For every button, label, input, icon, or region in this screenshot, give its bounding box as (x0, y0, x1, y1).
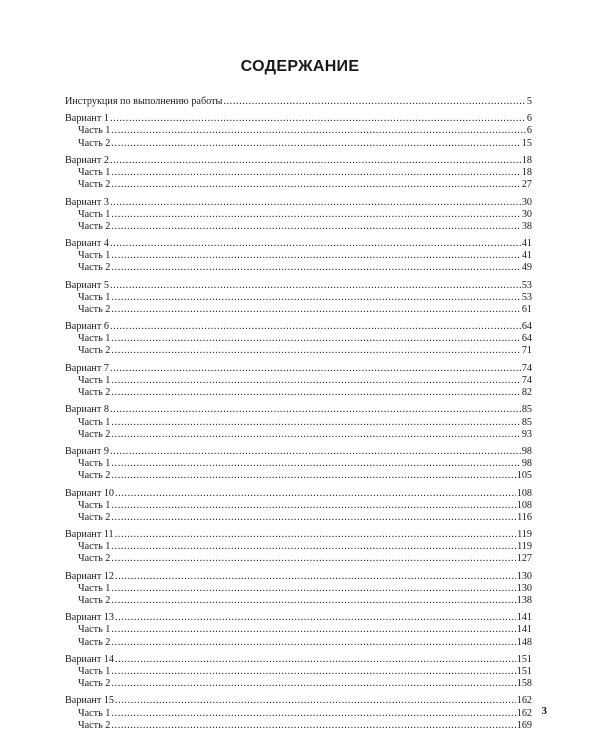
toc-entry-label: Вариант 11 (65, 529, 114, 541)
toc-entry-intro[interactable] (65, 96, 532, 108)
toc-entry-label: Часть 2 (78, 179, 111, 191)
leader-dots (111, 666, 515, 678)
toc-entry-page: 53 (521, 291, 532, 303)
leader-dots (111, 458, 520, 470)
leader-dots (111, 624, 515, 636)
toc-entry-label: Часть 1 (78, 707, 111, 719)
leader-dots (110, 280, 521, 292)
leader-dots (111, 262, 520, 274)
leader-dots (111, 678, 515, 690)
toc-entry-page: 108 (516, 487, 532, 499)
toc-variant-group (65, 113, 532, 149)
leader-dots (111, 429, 520, 441)
leader-dots (111, 333, 520, 345)
leader-dots (110, 321, 521, 333)
leader-dots (110, 113, 526, 125)
toc-entry-label: Вариант 13 (65, 612, 115, 624)
leader-dots (111, 387, 520, 399)
leader-dots (111, 512, 516, 524)
toc-variant-group (65, 612, 532, 648)
leader-dots (115, 612, 516, 624)
leader-dots (111, 583, 515, 595)
toc-entry-label: Часть 1 (78, 333, 111, 345)
toc-entry-label: Часть 2 (78, 428, 111, 440)
leader-dots (111, 553, 515, 565)
toc-entry-part[interactable] (65, 678, 532, 690)
toc-entry-page: 49 (521, 262, 532, 274)
toc-entry-page: 61 (521, 303, 532, 315)
toc-entry-page: 93 (521, 428, 532, 440)
toc-entry-label: Часть 2 (78, 387, 111, 399)
toc-entry-label: Вариант 3 (65, 196, 109, 208)
leader-dots (110, 363, 521, 375)
toc-entry-part[interactable] (65, 708, 532, 720)
toc-entry-label: Вариант 4 (65, 238, 109, 250)
toc-entry-label: Часть 2 (78, 678, 111, 690)
toc-entry-variant[interactable] (65, 488, 532, 500)
leader-dots (111, 179, 520, 191)
toc-entry-label: Часть 1 (78, 167, 111, 179)
toc-entry-part[interactable] (65, 541, 532, 553)
toc-entry-page: 148 (516, 636, 532, 648)
leader-dots (111, 637, 515, 649)
toc-entry-part[interactable] (65, 553, 532, 565)
toc-entry-page: 98 (521, 446, 532, 458)
toc-entry-page: 82 (521, 387, 532, 399)
toc-entry-label: Часть 2 (78, 345, 111, 357)
toc-variant-group (65, 238, 532, 274)
toc-entry-page: 18 (521, 167, 532, 179)
toc-entry-page: 6 (526, 113, 532, 125)
toc-entry-page: 162 (516, 707, 532, 719)
leader-dots (111, 375, 520, 387)
toc-variant-group (65, 488, 532, 524)
leader-dots (115, 529, 516, 541)
leader-dots (111, 304, 520, 316)
toc-entry-page: 108 (516, 499, 532, 511)
toc-entry-part[interactable] (65, 583, 532, 595)
leader-dots (115, 654, 516, 666)
toc-entry-label: Часть 1 (78, 624, 111, 636)
leader-dots (111, 209, 520, 221)
toc-entry-page: 64 (521, 321, 532, 333)
toc-entry-label: Вариант 8 (65, 404, 109, 416)
leader-dots (111, 708, 515, 720)
toc-entry-page: 27 (521, 179, 532, 191)
toc-entry-part[interactable] (65, 595, 532, 607)
toc-entry-part[interactable] (65, 209, 532, 221)
toc-entry-variant[interactable] (65, 571, 532, 583)
toc-entry-label: Часть 2 (78, 511, 111, 523)
toc-entry-label: Часть 1 (78, 125, 111, 137)
toc-entry-page: 116 (517, 511, 532, 523)
toc-entry-page: 151 (516, 653, 532, 665)
toc-entry-label: Часть 1 (78, 458, 111, 470)
leader-dots (223, 96, 526, 108)
toc-entry-page: 158 (516, 678, 532, 690)
toc-entry-label: Вариант 14 (65, 653, 115, 665)
toc-entry-page: 105 (516, 470, 532, 482)
toc-entry-page: 130 (516, 570, 532, 582)
toc-variant-group (65, 280, 532, 316)
toc-entry-page: 85 (521, 416, 532, 428)
page-number: 3 (541, 705, 547, 717)
toc-entry-variant[interactable] (65, 404, 532, 416)
toc-entry-part[interactable] (65, 304, 532, 316)
leader-dots (115, 695, 516, 707)
toc-entry-label: Часть 1 (78, 374, 111, 386)
toc-entry-variant[interactable] (65, 654, 532, 666)
toc-entry-variant[interactable] (65, 446, 532, 458)
toc-entry-part[interactable] (65, 500, 532, 512)
toc-variant-group (65, 571, 532, 607)
toc-entry-label: Часть 2 (78, 303, 111, 315)
leader-dots (111, 345, 520, 357)
toc-entry-label: Часть 2 (78, 220, 111, 232)
toc-entry-label: Вариант 6 (65, 321, 109, 333)
toc-entry-page: 30 (521, 196, 532, 208)
toc-entry-part[interactable] (65, 458, 532, 470)
leader-dots (111, 125, 526, 137)
toc-entry-page: 169 (516, 719, 532, 731)
leader-dots (110, 155, 521, 167)
toc-entry-label: Инструкция по выполнению работы (65, 96, 223, 107)
toc-entry-part[interactable] (65, 179, 532, 191)
toc-variant-group (65, 321, 532, 357)
toc-entry-part[interactable] (65, 250, 532, 262)
toc-entry-label: Часть 2 (78, 137, 111, 149)
table-of-contents (65, 96, 532, 737)
leader-dots (115, 571, 516, 583)
leader-dots (110, 197, 521, 209)
toc-entry-part[interactable] (65, 138, 532, 150)
toc-entry-label: Часть 2 (78, 719, 111, 731)
leader-dots (111, 541, 516, 553)
toc-variant-group (65, 654, 532, 690)
toc-entry-label: Часть 1 (78, 416, 111, 428)
toc-entry-part[interactable] (65, 417, 532, 429)
toc-entry-variant[interactable] (65, 612, 532, 624)
leader-dots (111, 595, 515, 607)
toc-entry-part[interactable] (65, 221, 532, 233)
toc-entry-part[interactable] (65, 292, 532, 304)
leader-dots (111, 221, 520, 233)
toc-entry-page: 119 (517, 541, 532, 553)
toc-entry-label: Вариант 9 (65, 446, 109, 458)
toc-entry-label: Часть 1 (78, 291, 111, 303)
toc-entry-page: 41 (521, 250, 532, 262)
leader-dots (111, 138, 520, 150)
leader-dots (111, 417, 520, 429)
toc-variant-group (65, 155, 532, 191)
toc-entry-label: Часть 1 (78, 250, 111, 262)
toc-entry-label: Часть 1 (78, 666, 111, 677)
toc-entry-label: Часть 1 (78, 208, 111, 220)
toc-entry-page: 85 (521, 404, 532, 416)
toc-entry-variant[interactable] (65, 113, 532, 125)
toc-variant-list (65, 113, 532, 731)
toc-variant-group (65, 529, 532, 565)
toc-entry-page: 15 (521, 137, 532, 149)
toc-entry-label: Вариант 15 (65, 695, 115, 707)
toc-entry-page: 5 (526, 96, 532, 107)
toc-entry-page: 53 (521, 279, 532, 291)
toc-entry-part[interactable] (65, 345, 532, 357)
leader-dots (110, 238, 521, 250)
toc-entry-page: 151 (516, 666, 532, 677)
toc-variant-group (65, 197, 532, 233)
toc-entry-page: 74 (521, 374, 532, 386)
toc-variant-group (65, 695, 532, 731)
leader-dots (110, 446, 521, 458)
toc-variant-group (65, 446, 532, 482)
leader-dots (111, 292, 520, 304)
toc-entry-page: 30 (521, 208, 532, 220)
toc-entry-label: Вариант 7 (65, 362, 109, 374)
toc-entry-variant[interactable] (65, 155, 532, 167)
toc-entry-part[interactable] (65, 262, 532, 274)
toc-entry-label: Вариант 5 (65, 279, 109, 291)
toc-entry-page: 64 (521, 333, 532, 345)
toc-variant-group (65, 404, 532, 440)
toc-entry-page: 6 (526, 125, 532, 137)
toc-entry-page: 18 (521, 154, 532, 166)
toc-entry-label: Часть 1 (78, 541, 111, 553)
toc-entry-page: 130 (516, 582, 532, 594)
leader-dots (115, 488, 516, 500)
toc-entry-part[interactable] (65, 333, 532, 345)
leader-dots (111, 250, 520, 262)
toc-entry-page: 41 (521, 238, 532, 250)
toc-entry-page: 141 (516, 612, 532, 624)
toc-entry-variant[interactable] (65, 238, 532, 250)
toc-entry-part[interactable] (65, 624, 532, 636)
toc-entry-part[interactable] (65, 720, 532, 732)
toc-entry-variant[interactable] (65, 197, 532, 209)
toc-entry-part[interactable] (65, 470, 532, 482)
toc-entry-part[interactable] (65, 512, 532, 524)
toc-entry-part[interactable] (65, 167, 532, 179)
leader-dots (111, 720, 515, 732)
page-title: СОДЕРЖАНИЕ (240, 58, 360, 75)
toc-entry-page: 71 (521, 345, 532, 357)
toc-entry-page: 127 (516, 553, 532, 565)
leader-dots (111, 167, 520, 179)
toc-entry-variant[interactable] (65, 529, 532, 541)
toc-entry-variant[interactable] (65, 280, 532, 292)
toc-entry-page: 74 (521, 362, 532, 374)
toc-entry-label: Вариант 12 (65, 570, 115, 582)
toc-entry-label: Часть 1 (78, 582, 111, 594)
toc-entry-variant[interactable] (65, 321, 532, 333)
toc-entry-part[interactable] (65, 637, 532, 649)
toc-variant-group (65, 363, 532, 399)
toc-entry-page: 141 (516, 624, 532, 636)
toc-entry-label: Часть 1 (78, 499, 111, 511)
leader-dots (111, 470, 515, 482)
leader-dots (110, 404, 521, 416)
toc-entry-variant[interactable] (65, 695, 532, 707)
toc-entry-label: Часть 2 (78, 594, 111, 606)
toc-entry-label: Вариант 2 (65, 154, 109, 166)
toc-entry-label: Часть 2 (78, 470, 111, 482)
toc-entry-variant[interactable] (65, 363, 532, 375)
toc-entry-page: 119 (517, 529, 532, 541)
leader-dots (111, 500, 515, 512)
toc-entry-part[interactable] (65, 666, 532, 678)
toc-entry-page: 38 (521, 220, 532, 232)
toc-entry-label: Вариант 1 (65, 113, 109, 125)
toc-entry-label: Вариант 10 (65, 487, 115, 499)
toc-entry-label: Часть 2 (78, 262, 111, 274)
toc-entry-label: Часть 2 (78, 636, 111, 648)
toc-entry-page: 162 (516, 695, 532, 707)
toc-entry-label: Часть 2 (78, 553, 111, 565)
toc-entry-page: 98 (521, 458, 532, 470)
toc-entry-part[interactable] (65, 387, 532, 399)
toc-entry-page: 138 (516, 594, 532, 606)
toc-entry-part[interactable] (65, 429, 532, 441)
toc-entry-part[interactable] (65, 125, 532, 137)
toc-entry-part[interactable] (65, 375, 532, 387)
